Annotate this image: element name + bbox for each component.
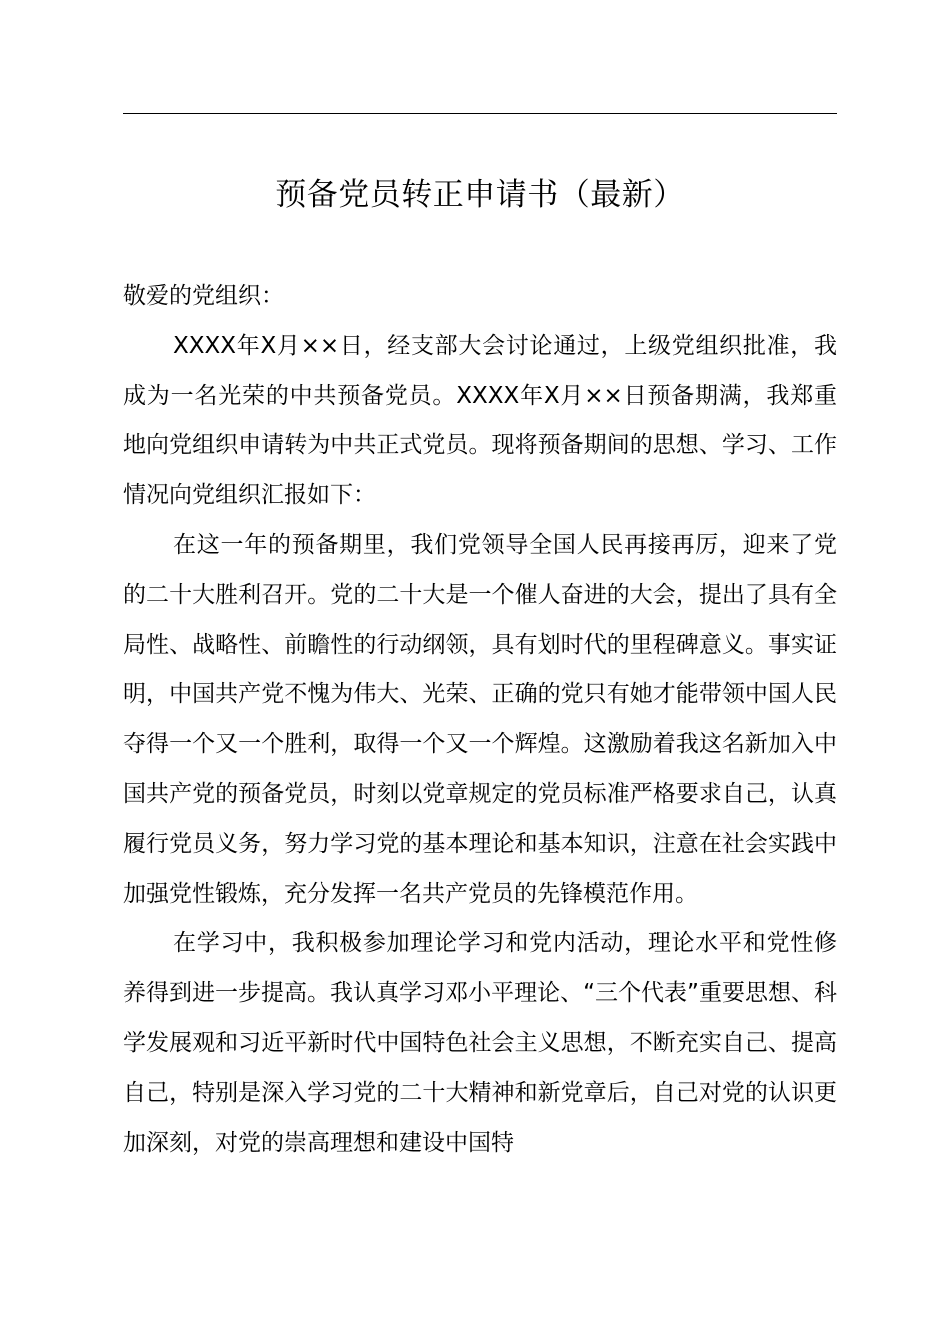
document-title: 预备党员转正申请书（最新） — [275, 177, 685, 213]
paragraph-2: 在这一年的预备期里，我们党领导全国人民再接再厉，迎来了党的二十大胜利召开。党的二十大是一个催人奋进的大会，提出了具有全局性、战略性、前瞻性的行动纲领，具有划时代的里程碑意义。事实证明，中国共产党不愧为伟大、光荣、正确的党只有她才能带领中国人民夺得一个又一个胜利，取得一个又一个辉煌。这激励着我这名新加入中国共产党的预备党员，时刻以党章规定的党员标准严格要求自己，认真履行党员义务，努力学习党的基本理论和基本知识，注意在社会实践中加强党性锻炼，充分发挥一名共产党员的先锋模范作用。 — [123, 531, 837, 907]
document-body — [123, 272, 837, 1168]
paragraph-3: 在学习中，我积极参加理论学习和党内活动，理论水平和党性修养得到进一步提高。我认真学习邓小平理论、“三个代表”重要思想、科学发展观和习近平新时代中国特色社会主义思想，不断充实自己、提高自己，特别是深入学习党的二十大精神和新党章后，自己对党的认识更加深刻，对党的崇高理想和建设中国特 — [123, 930, 837, 1156]
header-rule — [123, 113, 837, 114]
paragraph-1: XXXX年X月××日，经支部大会讨论通过，上级党组织批准，我成为一名光荣的中共预备党员。XXXX年X月××日预备期满，我郑重地向党组织申请转为中共正式党员。现将预备期间的思想、学习、工作情况向党组织汇报如下： — [123, 332, 837, 509]
salutation: 敬爱的党组织： — [123, 283, 284, 309]
